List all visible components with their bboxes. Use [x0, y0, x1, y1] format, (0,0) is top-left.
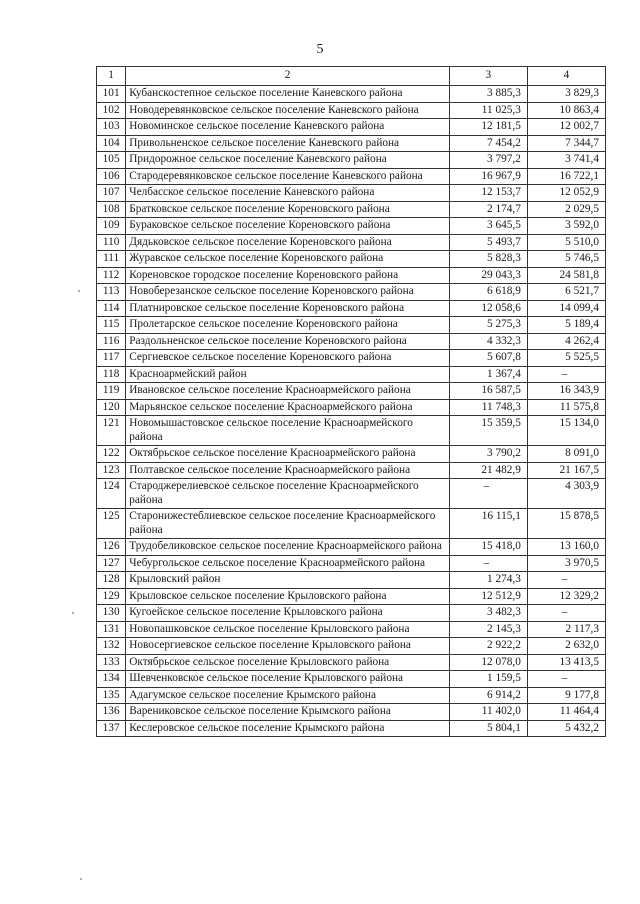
row-number-cell: 124	[97, 479, 126, 509]
row-value-col3-cell: 21 482,9	[449, 462, 527, 479]
row-name-cell: Привольненское сельское поселение Каневского района	[126, 135, 450, 152]
row-value-col4-cell: 3 970,5	[527, 555, 605, 572]
row-value-col3-cell: –	[449, 555, 527, 572]
row-name-cell: Кеслеровское сельское поселение Крымского района	[126, 720, 450, 737]
row-value-col3-cell: 16 587,5	[449, 383, 527, 400]
row-name-cell: Новомышастовское сельское поселение Красноармейского района	[126, 416, 450, 446]
row-value-col3-cell: 6 618,9	[449, 284, 527, 301]
row-value-col4-cell: 15 134,0	[527, 416, 605, 446]
row-value-col3-cell: 5 828,3	[449, 251, 527, 268]
row-value-col3-cell: 11 025,3	[449, 102, 527, 119]
row-number-cell: 102	[97, 102, 126, 119]
row-value-col4-cell: 2 632,0	[527, 638, 605, 655]
row-number-cell: 104	[97, 135, 126, 152]
row-value-col3-cell: 6 914,2	[449, 687, 527, 704]
table-row	[97, 86, 606, 103]
table-row	[97, 654, 606, 671]
row-value-col4-cell: 11 575,8	[527, 399, 605, 416]
table-row	[97, 218, 606, 235]
row-value-col4-cell: 13 160,0	[527, 539, 605, 556]
table-row	[97, 201, 606, 218]
row-name-cell: Староджерелиевское сельское поселение Красноармейского района	[126, 479, 450, 509]
row-number-cell: 121	[97, 416, 126, 446]
row-value-col4-cell: 16 722,1	[527, 168, 605, 185]
table-row	[97, 509, 606, 539]
table-row	[97, 135, 606, 152]
table-row	[97, 572, 606, 589]
row-number-cell: 115	[97, 317, 126, 334]
row-value-col3-cell: 15 418,0	[449, 539, 527, 556]
row-value-col4-cell: 7 344,7	[527, 135, 605, 152]
row-value-col4-cell: –	[527, 366, 605, 383]
table-row	[97, 446, 606, 463]
row-value-col3-cell: 16 115,1	[449, 509, 527, 539]
row-value-col4-cell: –	[527, 572, 605, 589]
row-name-cell: Шевченковское сельское поселение Крыловского района	[126, 671, 450, 688]
row-value-col3-cell: 11 748,3	[449, 399, 527, 416]
row-value-col3-cell: 3 797,2	[449, 152, 527, 169]
page-number: 5	[316, 42, 324, 57]
row-value-col4-cell: 9 177,8	[527, 687, 605, 704]
scan-speck	[78, 290, 80, 292]
row-name-cell: Крыловское сельское поселение Крыловского района	[126, 588, 450, 605]
row-value-col3-cell: 1 367,4	[449, 366, 527, 383]
table-row	[97, 152, 606, 169]
row-value-col4-cell: 6 521,7	[527, 284, 605, 301]
row-value-col3-cell: 12 058,6	[449, 300, 527, 317]
row-value-col4-cell: 11 464,4	[527, 704, 605, 721]
row-name-cell: Старонижестеблиевское сельское поселение Красноармейского района	[126, 509, 450, 539]
table-row	[97, 704, 606, 721]
row-number-cell: 119	[97, 383, 126, 400]
row-value-col4-cell: –	[527, 605, 605, 622]
scan-speck	[80, 878, 82, 880]
table-row	[97, 638, 606, 655]
table-row	[97, 462, 606, 479]
table-row	[97, 479, 606, 509]
row-number-cell: 128	[97, 572, 126, 589]
row-value-col3-cell: –	[449, 479, 527, 509]
row-value-col4-cell: 21 167,5	[527, 462, 605, 479]
row-name-cell: Марьянское сельское поселение Красноармейского района	[126, 399, 450, 416]
row-value-col3-cell: 5 607,8	[449, 350, 527, 367]
row-value-col4-cell: 12 002,7	[527, 119, 605, 136]
row-name-cell: Ивановское сельское поселение Красноармейского района	[126, 383, 450, 400]
row-number-cell: 129	[97, 588, 126, 605]
row-value-col4-cell: 3 829,3	[527, 86, 605, 103]
row-name-cell: Стародеревянковское сельское поселение Каневского района	[126, 168, 450, 185]
table-row	[97, 399, 606, 416]
row-number-cell: 107	[97, 185, 126, 202]
row-value-col4-cell: –	[527, 671, 605, 688]
header-row	[97, 67, 606, 86]
table-row	[97, 251, 606, 268]
row-number-cell: 131	[97, 621, 126, 638]
row-number-cell: 133	[97, 654, 126, 671]
row-value-col3-cell: 11 402,0	[449, 704, 527, 721]
row-value-col3-cell: 1 274,3	[449, 572, 527, 589]
row-name-cell: Придорожное сельское поселение Каневского района	[126, 152, 450, 169]
table-row	[97, 267, 606, 284]
data-table	[96, 66, 606, 737]
row-value-col3-cell: 3 482,3	[449, 605, 527, 622]
row-name-cell: Новоберезанское сельское поселение Кореновского района	[126, 284, 450, 301]
row-value-col4-cell: 12 329,2	[527, 588, 605, 605]
row-name-cell: Крыловский район	[126, 572, 450, 589]
row-number-cell: 108	[97, 201, 126, 218]
row-value-col4-cell: 2 029,5	[527, 201, 605, 218]
row-number-cell: 110	[97, 234, 126, 251]
row-number-cell: 123	[97, 462, 126, 479]
row-value-col4-cell: 15 878,5	[527, 509, 605, 539]
row-value-col3-cell: 12 181,5	[449, 119, 527, 136]
row-number-cell: 117	[97, 350, 126, 367]
row-value-col4-cell: 14 099,4	[527, 300, 605, 317]
row-name-cell: Трудобеликовское сельское поселение Красноармейского района	[126, 539, 450, 556]
row-number-cell: 111	[97, 251, 126, 268]
table-row	[97, 621, 606, 638]
row-value-col4-cell: 13 413,5	[527, 654, 605, 671]
row-value-col3-cell: 12 153,7	[449, 185, 527, 202]
row-value-col4-cell: 24 581,8	[527, 267, 605, 284]
table-row	[97, 605, 606, 622]
row-name-cell: Пролетарское сельское поселение Кореновского района	[126, 317, 450, 334]
row-number-cell: 132	[97, 638, 126, 655]
row-number-cell: 103	[97, 119, 126, 136]
row-name-cell: Челбасское сельское поселение Каневского района	[126, 185, 450, 202]
row-value-col4-cell: 2 117,3	[527, 621, 605, 638]
row-name-cell: Кубанскостепное сельское поселение Каневского района	[126, 86, 450, 103]
table-row	[97, 300, 606, 317]
row-value-col4-cell: 16 343,9	[527, 383, 605, 400]
table-row	[97, 284, 606, 301]
row-name-cell: Октябрьское сельское поселение Красноармейского района	[126, 446, 450, 463]
table-row	[97, 555, 606, 572]
row-number-cell: 118	[97, 366, 126, 383]
column-header-4: 4	[527, 67, 605, 86]
row-number-cell: 112	[97, 267, 126, 284]
row-name-cell: Журавское сельское поселение Кореновского района	[126, 251, 450, 268]
table-row	[97, 687, 606, 704]
row-value-col3-cell: 5 493,7	[449, 234, 527, 251]
row-name-cell: Новоминское сельское поселение Каневского района	[126, 119, 450, 136]
row-value-col3-cell: 7 454,2	[449, 135, 527, 152]
row-number-cell: 116	[97, 333, 126, 350]
row-name-cell: Кугоейское сельское поселение Крыловского района	[126, 605, 450, 622]
table-body	[97, 86, 606, 737]
table-row	[97, 185, 606, 202]
row-value-col4-cell: 5 189,4	[527, 317, 605, 334]
row-value-col3-cell: 1 159,5	[449, 671, 527, 688]
table-row	[97, 102, 606, 119]
column-header-3: 3	[449, 67, 527, 86]
row-name-cell: Октябрьское сельское поселение Крыловского района	[126, 654, 450, 671]
row-value-col3-cell: 2 174,7	[449, 201, 527, 218]
row-name-cell: Полтавское сельское поселение Красноармейского района	[126, 462, 450, 479]
table-row	[97, 588, 606, 605]
row-name-cell: Варениковское сельское поселение Крымского района	[126, 704, 450, 721]
row-name-cell: Раздольненское сельское поселение Кореновского района	[126, 333, 450, 350]
row-name-cell: Дядьковское сельское поселение Кореновского района	[126, 234, 450, 251]
row-number-cell: 134	[97, 671, 126, 688]
row-name-cell: Новодеревянковское сельское поселение Каневского района	[126, 102, 450, 119]
row-number-cell: 101	[97, 86, 126, 103]
row-value-col4-cell: 5 432,2	[527, 720, 605, 737]
table-row	[97, 383, 606, 400]
row-value-col4-cell: 3 592,0	[527, 218, 605, 235]
scan-speck	[72, 612, 74, 614]
row-value-col3-cell: 2 145,3	[449, 621, 527, 638]
row-number-cell: 105	[97, 152, 126, 169]
row-value-col4-cell: 8 091,0	[527, 446, 605, 463]
table-row	[97, 416, 606, 446]
row-value-col3-cell: 12 512,9	[449, 588, 527, 605]
row-value-col3-cell: 12 078,0	[449, 654, 527, 671]
row-number-cell: 109	[97, 218, 126, 235]
row-number-cell: 136	[97, 704, 126, 721]
row-name-cell: Кореновское городское поселение Кореновского района	[126, 267, 450, 284]
row-name-cell: Братковское сельское поселение Кореновского района	[126, 201, 450, 218]
row-number-cell: 113	[97, 284, 126, 301]
row-name-cell: Новосергиевское сельское поселение Крыловского района	[126, 638, 450, 655]
row-number-cell: 106	[97, 168, 126, 185]
row-value-col4-cell: 3 741,4	[527, 152, 605, 169]
row-value-col4-cell: 12 052,9	[527, 185, 605, 202]
row-number-cell: 130	[97, 605, 126, 622]
row-number-cell: 125	[97, 509, 126, 539]
row-name-cell: Платнировское сельское поселение Кореновского района	[126, 300, 450, 317]
table-row	[97, 720, 606, 737]
row-name-cell: Бураковское сельское поселение Кореновского района	[126, 218, 450, 235]
row-number-cell: 137	[97, 720, 126, 737]
row-value-col3-cell: 29 043,3	[449, 267, 527, 284]
row-name-cell: Красноармейский район	[126, 366, 450, 383]
table-row	[97, 366, 606, 383]
table-row	[97, 234, 606, 251]
row-value-col4-cell: 4 303,9	[527, 479, 605, 509]
row-value-col3-cell: 3 645,5	[449, 218, 527, 235]
row-name-cell: Сергиевское сельское поселение Кореновского района	[126, 350, 450, 367]
column-header-2: 2	[126, 67, 450, 86]
row-value-col4-cell: 10 863,4	[527, 102, 605, 119]
row-number-cell: 126	[97, 539, 126, 556]
row-number-cell: 114	[97, 300, 126, 317]
column-header-1: 1	[97, 67, 126, 86]
row-name-cell: Новопашковское сельское поселение Крыловского района	[126, 621, 450, 638]
row-value-col3-cell: 5 804,1	[449, 720, 527, 737]
row-number-cell: 120	[97, 399, 126, 416]
table-row	[97, 333, 606, 350]
row-value-col3-cell: 3 790,2	[449, 446, 527, 463]
row-value-col3-cell: 4 332,3	[449, 333, 527, 350]
table-row	[97, 671, 606, 688]
table-row	[97, 350, 606, 367]
row-value-col4-cell: 5 510,0	[527, 234, 605, 251]
row-number-cell: 122	[97, 446, 126, 463]
table-row	[97, 168, 606, 185]
row-value-col4-cell: 4 262,4	[527, 333, 605, 350]
row-value-col3-cell: 5 275,3	[449, 317, 527, 334]
table-row	[97, 539, 606, 556]
table-row	[97, 317, 606, 334]
row-name-cell: Чебургольское сельское поселение Красноармейского района	[126, 555, 450, 572]
row-value-col4-cell: 5 525,5	[527, 350, 605, 367]
row-value-col4-cell: 5 746,5	[527, 251, 605, 268]
row-name-cell: Адагумское сельское поселение Крымского района	[126, 687, 450, 704]
row-value-col3-cell: 3 885,3	[449, 86, 527, 103]
row-number-cell: 135	[97, 687, 126, 704]
row-number-cell: 127	[97, 555, 126, 572]
row-value-col3-cell: 16 967,9	[449, 168, 527, 185]
table-row	[97, 119, 606, 136]
row-value-col3-cell: 15 359,5	[449, 416, 527, 446]
row-value-col3-cell: 2 922,2	[449, 638, 527, 655]
